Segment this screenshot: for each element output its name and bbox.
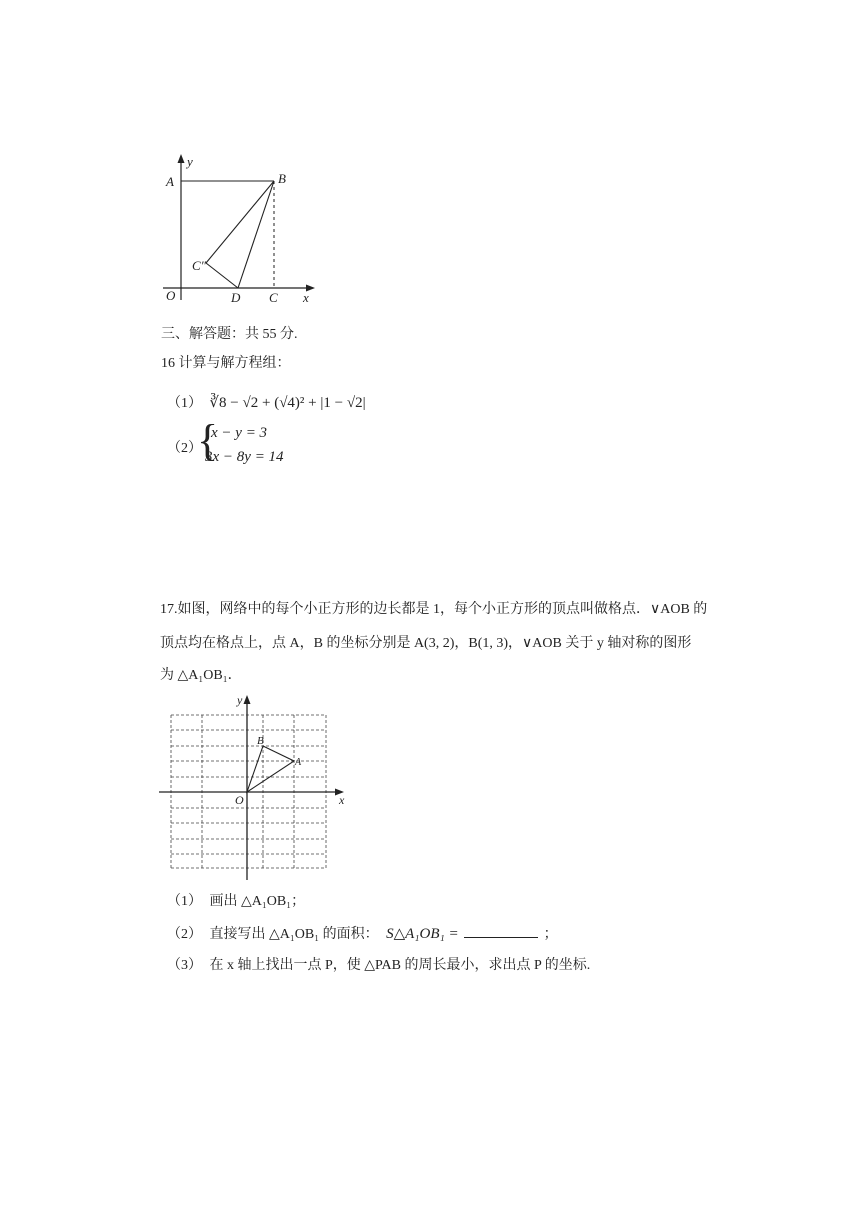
- y-axis-arrow: [178, 154, 185, 163]
- fig1-label-a: A: [166, 174, 174, 189]
- q16-part2-eq1: x − y = 3: [211, 425, 268, 441]
- grid-y-axis-arrow: [244, 695, 251, 704]
- q17-line-2: 顶点均在格点上，点 A，B 的坐标分别是 A(3, 2)，B(1, 3)，∨AOB 关于 y 轴对称的图形: [160, 636, 692, 651]
- q16-part1-label: （1）: [167, 396, 202, 411]
- q17-line-1: 17.如图，网络中的每个小正方形的边长都是 1，每个小正方形的顶点叫做格点．∨AOB 的: [160, 602, 708, 617]
- q17-part-1: [167, 890, 305, 910]
- q16-part1: [167, 392, 366, 412]
- q17-part-2-formula: S△A₁OB₁ =: [386, 926, 459, 942]
- q17-part-1-label: （1）: [167, 894, 202, 909]
- q17-part-3: [167, 954, 590, 974]
- grid-label-o: O: [235, 793, 244, 807]
- q17-part-1-text: 画出 △A₁OB₁；: [209, 894, 306, 909]
- figure-1-diagram: [160, 150, 330, 310]
- segment-bc2: [206, 181, 274, 263]
- fig1-label-c2: C″: [192, 258, 207, 273]
- fig1-label-y: y: [187, 154, 193, 169]
- fig1-label-d: D: [231, 290, 241, 305]
- q17-part-2-text: 直接写出 △A₁OB₁ 的面积：: [209, 927, 379, 942]
- q17-grid-diagram: [155, 690, 355, 885]
- segment-bd: [238, 181, 274, 288]
- q17-part-3-text: 在 x 轴上找出一点 P，使 △PAB 的周长最小，求出点 P 的坐标.: [209, 958, 591, 973]
- segment-c2d: [206, 263, 238, 288]
- fig1-label-b: B: [278, 171, 286, 186]
- q16-part2-brace: {: [197, 416, 219, 465]
- grid-label-x: x: [339, 793, 345, 807]
- fig1-label-x: x: [303, 290, 309, 305]
- triangle-aob: [247, 746, 294, 792]
- q17-line-3: 为 △A₁OB₁．: [160, 668, 242, 683]
- q17-part-2-tail: ；: [543, 927, 558, 942]
- q16-part1-expression: ∛8 − √2 + (√4)² + |1 − √2|: [209, 395, 366, 411]
- q17-part-3-label: （3）: [167, 958, 202, 973]
- q17-part-2-label: （2）: [167, 927, 202, 942]
- q16-part2-label: （2）: [167, 441, 202, 456]
- section-heading: 三、解答题：共 55 分.: [161, 327, 298, 342]
- grid-label-y: y: [237, 693, 243, 707]
- q17-part-2: [167, 923, 558, 943]
- answer-blank[interactable]: [464, 925, 538, 938]
- grid-label-a: A: [295, 757, 302, 768]
- q16-part2-eq2: 3x − 8y = 14: [205, 449, 284, 465]
- grid-label-b: B: [257, 735, 264, 747]
- fig1-label-c: C: [269, 290, 278, 305]
- fig1-label-o: O: [166, 288, 176, 303]
- q16-prompt: 16 计算与解方程组：: [161, 356, 291, 371]
